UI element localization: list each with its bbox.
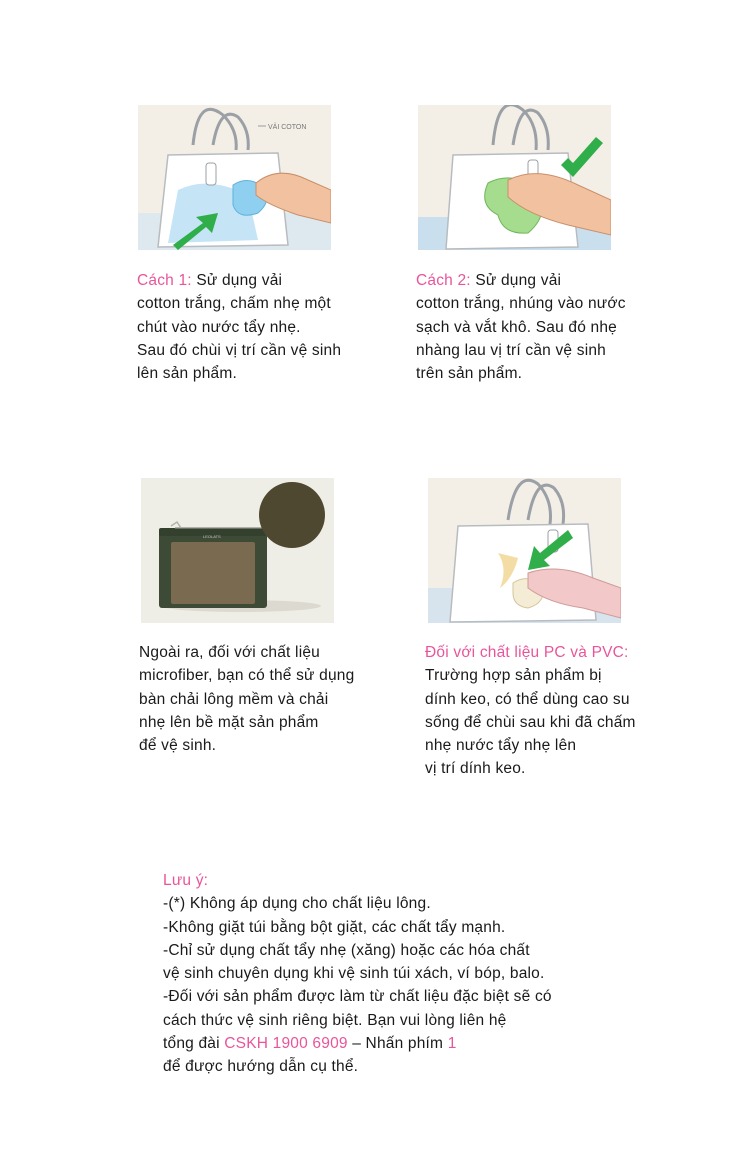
note-item: -Không giặt túi bằng bột giặt, các chất tẩy mạnh. <box>163 918 506 936</box>
card-2-line-1: Cách 2: Sử dụng vải <box>416 272 562 289</box>
card-3-line-3: bàn chải lông mềm và chải <box>139 690 329 708</box>
note-contact-line: tổng đài CSKH 1900 6909 – Nhấn phím 1 <box>163 1035 457 1053</box>
illustration-cotton-dab <box>138 105 331 250</box>
card-1-text <box>137 269 341 385</box>
card-1-line-1: Cách 1: Sử dụng vải <box>137 272 283 289</box>
card-4-line-5: vị trí dính keo. <box>425 760 526 778</box>
card-2-line-2: cotton trắng, nhúng vào nước <box>416 295 626 313</box>
card-1-line-2: cotton trắng, chấm nhẹ một <box>137 295 331 313</box>
hotline-link[interactable]: CSKH 1900 6909 <box>224 1035 348 1053</box>
card-4-line-1: Trường hợp sản phẩm bị <box>425 667 602 685</box>
hotline-key: 1 <box>447 1035 457 1053</box>
card-3-line-2: microfiber, bạn có thể sử dụng <box>139 667 355 685</box>
note-item: -Chỉ sử dụng chất tẩy nhẹ (xăng) hoặc các hóa chất <box>163 941 530 959</box>
illustration-sponge-wipe <box>418 105 611 250</box>
card-1-line-5: lên sản phẩm. <box>137 365 237 383</box>
card-2-line-4: nhàng lau vị trí cần vệ sinh <box>416 341 606 359</box>
card-4-heading: Đối với chất liệu PC và PVC: <box>425 644 629 661</box>
card-1-heading: Cách 1: <box>137 272 192 289</box>
card-4-text <box>425 641 636 781</box>
note-item: -(*) Không áp dụng cho chất liệu lông. <box>163 895 431 913</box>
wallet-brand: LEOLATS <box>203 534 221 539</box>
wallet-icon <box>159 522 267 608</box>
note-item: cách thức vệ sinh riêng biệt. Bạn vui lòng liên hệ <box>163 1011 507 1029</box>
card-2-heading: Cách 2: <box>416 272 471 289</box>
card-1-line-4: Sau đó chùi vị trí cần vệ sinh <box>137 341 342 359</box>
card-4-line-3: sống để chùi sau khi đã chấm <box>425 713 636 731</box>
swatch-icon <box>259 482 325 548</box>
card-2-line-3: sạch và vắt khô. Sau đó nhẹ <box>416 318 618 336</box>
note-item: vệ sinh chuyên dụng khi vệ sinh túi xách, ví bóp, balo. <box>163 965 545 983</box>
card-4-line-4: nhẹ nước tẩy nhẹ lên <box>425 737 577 755</box>
illustration-glue-clean <box>428 478 621 623</box>
card-2-line-5: trên sản phẩm. <box>416 365 523 383</box>
card-3-line-4: nhẹ lên bề mặt sản phẩm <box>139 713 319 731</box>
illustration-label: VẢI COTON <box>268 124 307 131</box>
illustration-wallet <box>141 478 334 623</box>
care-note <box>163 869 552 1079</box>
card-3-text <box>139 641 354 757</box>
card-1-line-3: chút vào nước tẩy nhẹ. <box>137 318 301 336</box>
note-last-line: để được hướng dẫn cụ thể. <box>163 1058 359 1076</box>
note-title: Lưu ý: <box>163 872 209 889</box>
card-3-line-5: để vệ sinh. <box>139 737 217 755</box>
note-item: -Đối với sản phẩm được làm từ chất liệu đặc biệt sẽ có <box>163 988 552 1006</box>
card-3-line-1: Ngoài ra, đối với chất liệu <box>139 644 320 661</box>
card-4-line-2: dính keo, có thể dùng cao su <box>425 690 630 708</box>
card-2-text <box>416 269 626 385</box>
